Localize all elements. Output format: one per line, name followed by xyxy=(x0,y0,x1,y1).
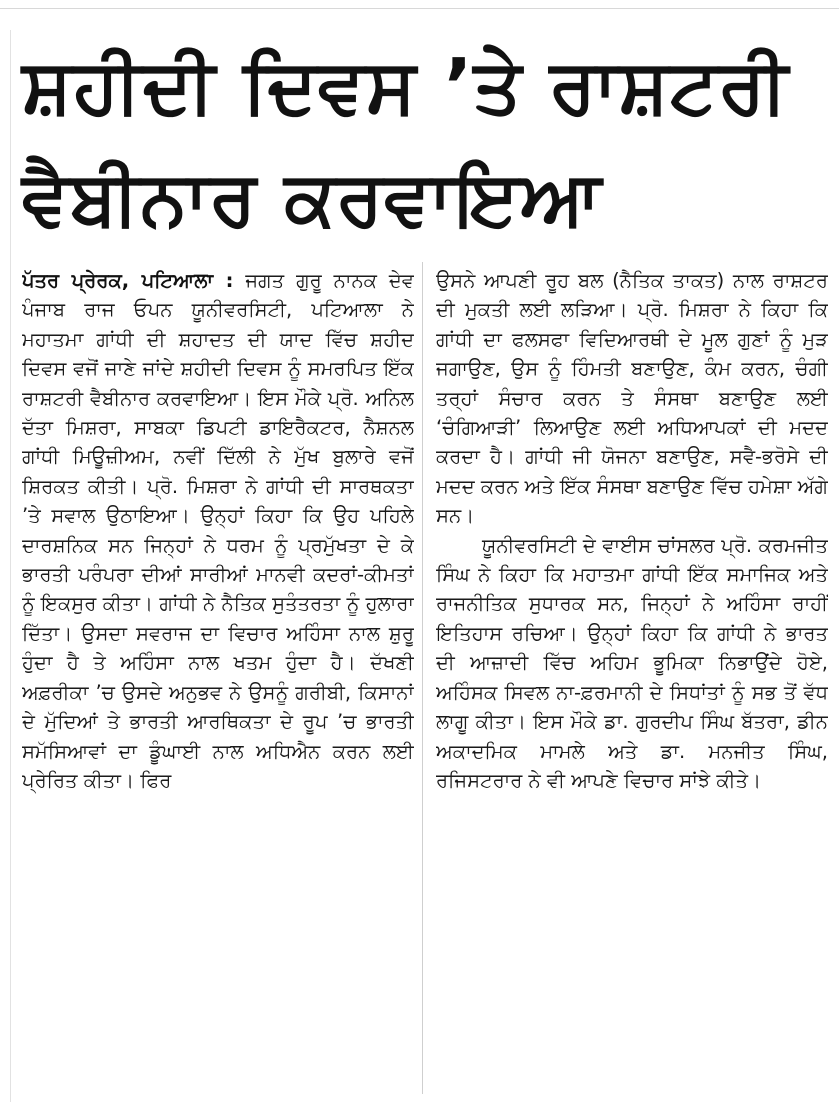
column-divider xyxy=(422,262,423,1094)
intro-text: ਜਗਤ ਗੁਰੂ ਨਾਨਕ ਦੇਵ ਪੰਜਾਬ ਰਾਜ ਓਪਨ ਯੂਨੀਵਰਸਿਟੀ, ਪਟਿਆਲਾ ਨੇ ਮਹਾਤਮਾ ਗਾਂਧੀ ਦੀ ਸ਼ਹਾਦਤ ਦੀ ਯਾਦ ਵਿੱਚ ਸ਼ਹੀਦ ਦਿਵਸ ਵਜੋਂ ਜਾਣੇ ਜਾਂਦੇ ਸ਼ਹੀਦੀ ਦਿਵਸ ਨੂੰ ਸਮਰਪਿਤ ਇੱਕ ਰਾਸ਼ਟਰੀ ਵੈਬੀਨਾਰ ਕਰਵਾਇਆ। ਇਸ ਮੌਕੇ ਪ੍ਰੋ. ਅਨਿਲ ਦੱਤਾ ਮਿਸ਼ਰਾ, ਸਾਬਕਾ ਡਿਪਟੀ ਡਾਇਰੈਕਟਰ, ਨੈਸ਼ਨਲ ਗਾਂਧੀ ਮਿਊਜ਼ੀਅਮ, ਨਵੀਂ ਦਿੱਲੀ ਨੇ ਮੁੱਖ ਬੁਲਾਰੇ ਵਜੋਂ ਸ਼ਿਰਕਤ ਕੀਤੀ। ਪ੍ਰੋ. ਮਿਸ਼ਰਾ ਨੇ ਗਾਂਧੀ ਦੀ ਸਾਰਥਕਤਾ ’ਤੇ ਸਵਾਲ ਉਠਾਇਆ। ਉਨ੍ਹਾਂ ਕਿਹਾ ਕਿ ਉਹ ਪਹਿਲੇ ਦਾਰਸ਼ਨਿਕ ਸਨ ਜਿਨ੍ਹਾਂ ਨੇ ਧਰਮ ਨੂੰ ਪ੍ਰਮੁੱਖਤਾ ਦੇ ਕੇ ਭਾਰਤੀ ਪਰੰਪਰਾ ਦੀਆਂ ਸਾਰੀਆਂ ਮਾਨਵੀ ਕਦਰਾਂ-ਕੀਮਤਾਂ ਨੂੰ ਇਕਸੁਰ ਕੀਤਾ। ਗਾਂਧੀ ਨੇ ਨੈਤਿਕ ਸੁਤੰਤਰਤਾ ਨੂੰ ਹੁਲਾਰਾ ਦਿੱਤਾ। ਉਸਦਾ ਸਵਰਾਜ ਦਾ ਵਿਚਾਰ ਅਹਿੰਸਾ ਨਾਲ ਸ਼ੁਰੂ ਹੁੰਦਾ ਹੈ ਤੇ ਅਹਿੰਸਾ ਨਾਲ ਖਤਮ ਹੁੰਦਾ ਹੈ। ਦੱਖਣੀ ਅਫ਼ਰੀਕਾ ’ਚ ਉਸਦੇ ਅਨੁਭਵ ਨੇ ਉਸਨੂੰ ਗਰੀਬੀ, ਕਿਸਾਨਾਂ ਦੇ ਮੁੱਦਿਆਂ ਤੇ ਭਾਰਤੀ ਆਰਥਿਕਤਾ ਦੇ ਰੂਪ ’ਚ ਭਾਰਤੀ ਸਮੱਸਿਆਵਾਂ ਦਾ ਡੂੰਘਾਈ ਨਾਲ ਅਧਿਐਨ ਕਰਨ ਲਈ ਪ੍ਰੇਰਿਤ ਕੀਤਾ। ਫਿਰ xyxy=(22,269,414,792)
headline-line-2: ਵੈਬੀਨਾਰ ਕਰਵਾਇਆ xyxy=(22,154,603,242)
article-column-left xyxy=(22,266,414,1096)
clipping-left-edge xyxy=(0,30,11,1102)
article-headline xyxy=(22,30,832,254)
article-column-right xyxy=(436,266,828,1096)
paragraph-continued: ਉਸਨੇ ਆਪਣੀ ਰੂਹ ਬਲ (ਨੈਤਿਕ ਤਾਕਤ) ਨਾਲ ਰਾਸ਼ਟਰ ਦੀ ਮੁਕਤੀ ਲਈ ਲੜਿਆ। ਪ੍ਰੋ. ਮਿਸ਼ਰਾ ਨੇ ਕਿਹਾ ਕਿ ਗਾਂਧੀ ਦਾ ਫਲਸਫਾ ਵਿਦਿਆਰਥੀ ਦੇ ਮੂਲ ਗੁਣਾਂ ਨੂੰ ਮੁੜ ਜਗਾਉਣ, ਉਸ ਨੂੰ ਹਿੰਮਤੀ ਬਣਾਉਣ, ਕੰਮ ਕਰਨ, ਚੰਗੀ ਤਰ੍ਹਾਂ ਸੰਚਾਰ ਕਰਨ ਤੇ ਸੰਸਥਾ ਬਣਾਉਣ ਲਈ ‘ਚੰਗਿਆੜੀ’ ਲਿਆਉਣ ਲਈ ਅਧਿਆਪਕਾਂ ਦੀ ਮਦਦ ਕਰਦਾ ਹੈ। ਗਾਂਧੀ ਜੀ ਯੋਜਨਾ ਬਣਾਉਣ, ਸਵੈ-ਭਰੋਸੇ ਦੀ ਮਦਦ ਕਰਨ ਅਤੇ ਇੱਕ ਸੰਸਥਾ ਬਣਾਉਣ ਵਿੱਚ ਹਮੇਸ਼ਾ ਅੱਗੇ ਸਨ। xyxy=(436,269,828,528)
paragraph-vice-chancellor: ਯੂਨੀਵਰਸਿਟੀ ਦੇ ਵਾਈਸ ਚਾਂਸਲਰ ਪ੍ਰੋ. ਕਰਮਜੀਤ ਸਿੰਘ ਨੇ ਕਿਹਾ ਕਿ ਮਹਾਤਮਾ ਗਾਂਧੀ ਇੱਕ ਸਮਾਜਿਕ ਅਤੇ ਰਾਜਨੀਤਿਕ ਸੁਧਾਰਕ ਸਨ, ਜਿਨ੍ਹਾਂ ਨੇ ਅਹਿੰਸਾ ਰਾਹੀਂ ਇਤਿਹਾਸ ਰਚਿਆ। ਉਨ੍ਹਾਂ ਕਿਹਾ ਕਿ ਗਾਂਧੀ ਨੇ ਭਾਰਤ ਦੀ ਆਜ਼ਾਦੀ ਵਿੱਚ ਅਹਿਮ ਭੂਮਿਕਾ ਨਿਭਾਉਂਦੇ ਹੋਏ, ਅਹਿੰਸਕ ਸਿਵਲ ਨਾ-ਫ਼ਰਮਾਨੀ ਦੇ ਸਿਧਾਂਤਾਂ ਨੂੰ ਸਭ ਤੋਂ ਵੱਧ ਲਾਗੂ ਕੀਤਾ। ਇਸ ਮੌਕੇ ਡਾ. ਗੁਰਦੀਪ ਸਿੰਘ ਬੱਤਰਾ, ਡੀਨ ਅਕਾਦਮਿਕ ਮਾਮਲੇ ਅਤੇ ਡਾ. ਮਨਜੀਤ ਸਿੰਘ, ਰਜਿਸਟਰਾਰ ਨੇ ਵੀ ਆਪਣੇ ਵਿਚਾਰ ਸਾਂਝੇ ਕੀਤੇ। xyxy=(436,533,828,792)
dateline: ਪੱਤਰ ਪ੍ਰੇਰਕ, ਪਟਿਆਲਾ : xyxy=(22,269,234,292)
clipping-top-edge xyxy=(0,0,839,9)
paragraph-intro xyxy=(22,266,414,795)
headline-line-1: ਸ਼ਹੀਦੀ ਦਿਵਸ ’ਤੇ ਰਾਸ਼ਟਰੀ xyxy=(22,42,789,130)
